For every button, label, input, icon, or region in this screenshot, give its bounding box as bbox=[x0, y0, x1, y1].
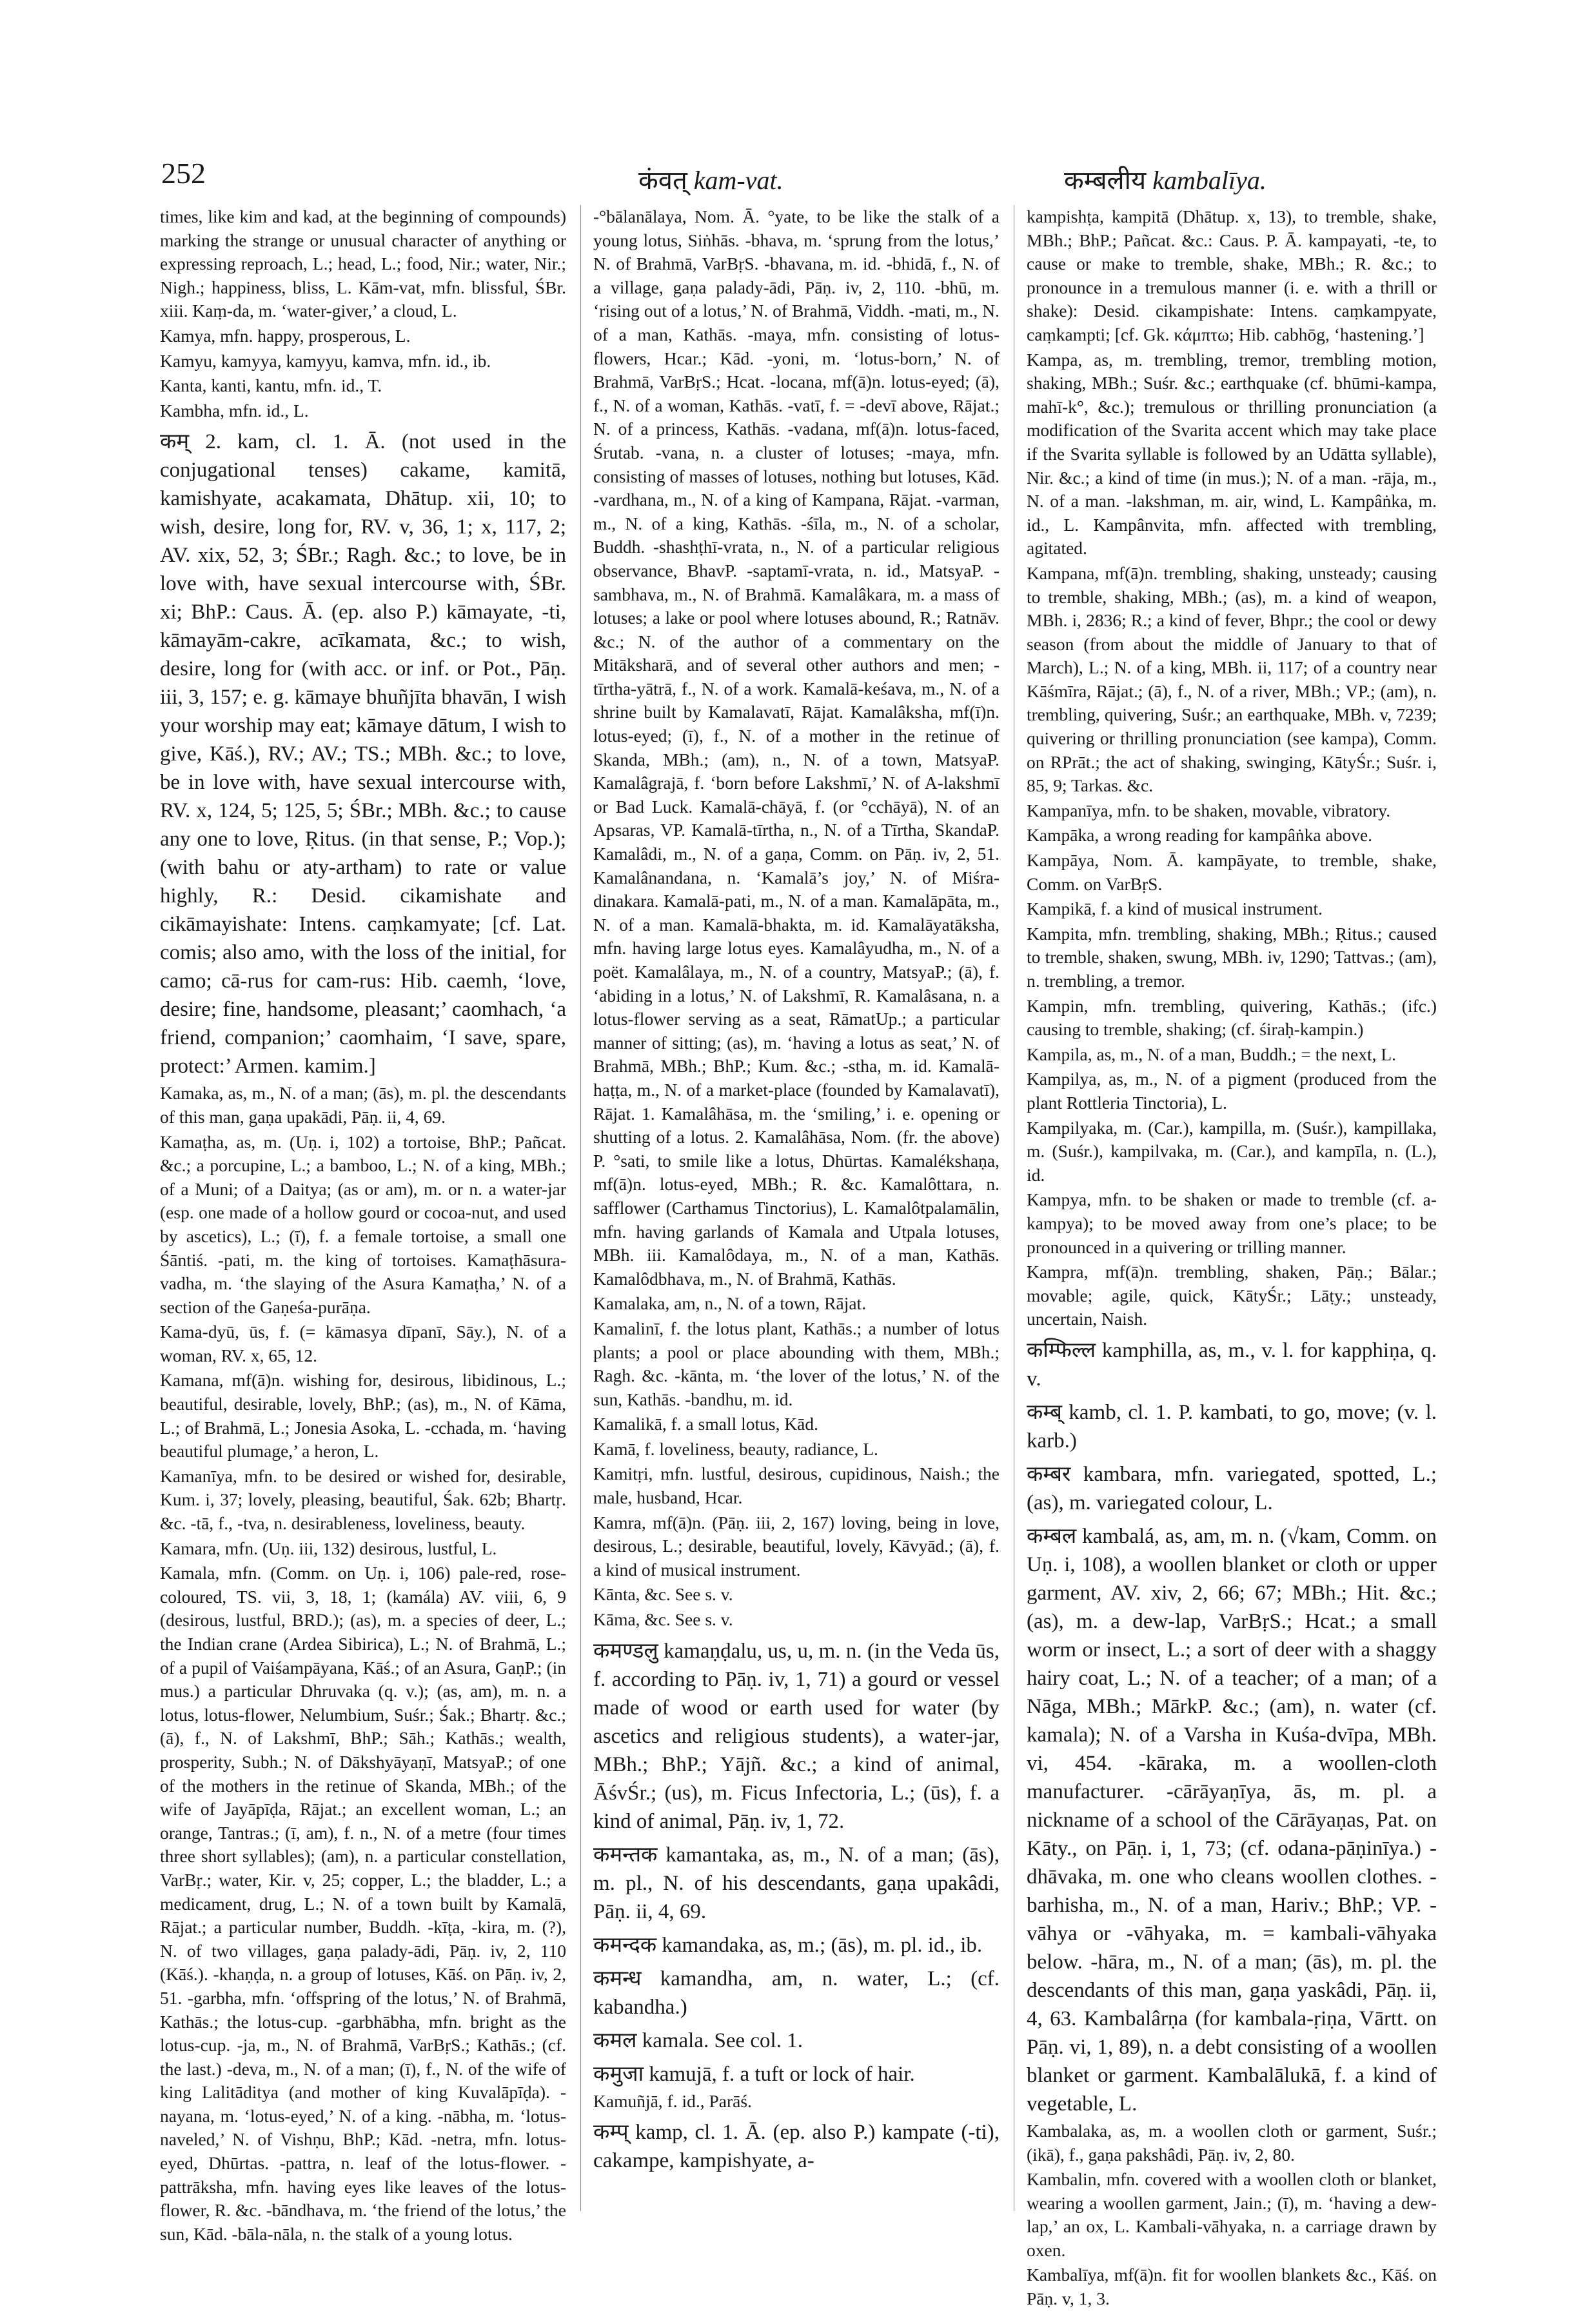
dictionary-entry: कमन्दक kamandaka, as, m.; (ās), m. pl. id., ib. bbox=[593, 1933, 983, 1957]
dictionary-column-1 bbox=[160, 205, 566, 2244]
dictionary-entry: कमल kamala. See col. 1. bbox=[593, 2028, 803, 2052]
dictionary-entry: कम्प् kamp, cl. 1. Ā. (ep. also P.) kampate (-ti), cakampe, kampishyate, a- bbox=[593, 2121, 1000, 2173]
dictionary-entry: Kamara, mfn. (Uṇ. iii, 132) desirous, lustful, L. bbox=[160, 1538, 497, 1558]
left-guide-devanagari: कंवत् bbox=[638, 166, 687, 195]
dictionary-entry: Kamaka, as, m., N. of a man; (ās), m. pl. the descendants of this man, gaṇa upakādi, Pāṇ. ii, 4, 69. bbox=[160, 1083, 566, 1127]
dictionary-entry: Kampya, mfn. to be shaken or made to tremble (cf. a-kampya); to be moved away from one’s place; to be pronounced in a quivering or trilling manner. bbox=[1027, 1189, 1437, 1257]
dictionary-entry: Kampin, mfn. trembling, quivering, Kathās.; (ifc.) causing to tremble, shaking; (cf. śiraḥ-kampin.) bbox=[1027, 995, 1437, 1040]
dictionary-entry: Kamuñjā, f. id., Parāś. bbox=[593, 2090, 752, 2111]
left-guide-roman: kam-vat. bbox=[693, 166, 783, 195]
dictionary-entry: Kamra, mf(ā)n. (Pāṇ. iii, 2, 167) loving, being in love, desirous, L.; desirable, beautiful, lovely, Kāvyād.; (ā), f. a kind of musical instrument. bbox=[593, 1512, 1000, 1580]
dictionary-entry: Kampanīya, mfn. to be shaken, movable, vibratory. bbox=[1027, 800, 1391, 820]
column-divider bbox=[580, 205, 581, 2211]
dictionary-entry: Kamā, f. loveliness, beauty, radiance, L. bbox=[593, 1438, 878, 1459]
dictionary-column-2 bbox=[593, 205, 1000, 2211]
dictionary-entry: कम्बर kambara, mfn. variegated, spotted, L.; (as), m. variegated colour, L. bbox=[1027, 1462, 1437, 1514]
right-guide-word bbox=[1064, 161, 1266, 197]
dictionary-entry: times, like kim and kad, at the beginning of compounds) marking the strange or unusual character of anything or expressing reproach, L.; head, L.; food, Nir.; water, Nir.; Nigh.; happiness, bliss, L. Kām-vat, mfn. blissful, ŚBr. xiii. Kaṃ-da, m. ‘water-giver,’ a cloud, L. bbox=[160, 206, 566, 321]
dictionary-entry: कमण्डलु kamaṇḍalu, us, u, m. n. (in the Veda ūs, f. according to Pāṇ. iv, 1, 71) a gourd or vessel made of wood or earth used for water (by ascetics and religious students), a water-jar, MBh.; BhP.; Yājñ. &c.; a kind of animal, ĀśvŚr.; (us), m. Ficus Infectoria, L.; (ūs), f. a kind of animal, Pāṇ. iv, 1, 72. bbox=[593, 1639, 1000, 1833]
dictionary-entry: कम् 2. kam, cl. 1. Ā. (not used in the conjugational tenses) cakame, kamitā, kamishyate, acakamata, Dhātup. xii, 10; to wish, desire, long for, RV. v, 36, 1; x, 117, 2; AV. xix, 52, 3; ŚBr.; Ragh. &c.; to love, be in love with, have sexual intercourse with, ŚBr. xi; BhP.: Caus. Ā. (ep. also P.) kāmayate, -ti, kāmayām-cakre, acīkamata, &c.; to wish, desire, long for (with acc. or inf. or Pot., Pāṇ. iii, 3, 157; e. g. kāmaye bhuñjīta bhavān, I wish your worship may eat; kāmaye dātum, I wish to give, Kāś.), RV.; AV.; TS.; MBh. &c.; to love, be in love with, have sexual intercourse with, RV. x, 124, 5; 125, 5; ŚBr.; MBh. &c.; to cause any one to love, Ṛitus. (in that sense, P.; Vop.); (with bahu or aty-artham) to rate or value highly, R.: Desid. cikamishate and cikāmayishate: Intens. caṃkamyate; [cf. Lat. comis; also amo, with the loss of the initial, for camo; cā-rus for cam-rus: Hib. caemh, ‘love, desire; fine, handsome, pleasant;’ caomhach, ‘a friend, companion;’ caomhaim, ‘I save, spare, protect:’ Armen. kamim.] bbox=[160, 430, 566, 1078]
dictionary-entry: -°bālanālaya, Nom. Ā. °yate, to be like the stalk of a young lotus, Siṅhās. -bhava, m. ‘sprung from the lotus,’ N. of Brahmā, VarBṛS. -bhavana, m. id. -bhidā, f., N. of a village, gaṇa palady-ādi, Pāṇ. iv, 2, 110. -bhū, m. ‘rising out of a lotus,’ N. of Brahmā, Viddh. -mati, m., N. of a man, Kathās. -maya, mfn. consisting of lotus-flowers, Hcar.; Kād. -yoni, m. ‘lotus-born,’ N. of Brahmā, VarBṛS.; Hcat. -locana, mf(ā)n. lotus-eyed; (ā), f., N. of a woman, Kathās. -vatī, f. = -devī above, Rājat.; N. of a princess, Kathās. -vadana, mf(ā)n. lotus-faced, Śrutab. -vana, n. a cluster of lotuses; -maya, mfn. consisting of masses of lotuses, nothing but lotuses, Kād. -vardhana, m., N. of a king of Kampana, Rājat. -varman, m., N. of a king, Kathās. -śīla, m., N. of a scholar, Buddh. -shashṭhī-vrata, n., N. of a particular religious observance, BhavP. -saptamī-vrata, n. id., MatsyaP. -sambhava, m., N. of Brahmā. Kamalâkara, m. a mass of lotuses; a lake or pool where lotuses abound, R.; Ratnāv. &c.; N. of the author of a commentary on the Mitāksharā, and of several other authors and men; -tīrtha-yātrā, f., N. of a work. Kamalā-keśava, m., N. of a shrine built by Kamalavatī, Rājat. Kamalâksha, mf(ī)n. lotus-eyed; (ī), f., N. of a mother in the retinue of Skanda, MBh.; (am), n., N. of a town, MatsyaP. Kamalâgrajā, f. ‘born before Lakshmī,’ N. of A-lakshmī or Bad Luck. Kamalā-chāyā, f. (or °cchāyā), N. of an Apsaras, VP. Kamalā-tīrtha, n., N. of a Tīrtha, SkandaP. Kamalâdi, m., N. of a gaṇa, Comm. on Pāṇ. iv, 2, 51. Kamalânandana, n. ‘Kamalā’s joy,’ N. of Miśra-dinakara. Kamalā-pati, m., N. of a man. Kamalāpāta, m., N. of a man. Kamalā-bhakta, m. id. Kamalāyatāksha, mfn. having large lotus eyes. Kamalâyudha, m., N. of a poët. Kamalâlaya, m., N. of a country, MatsyaP.; (ā), f. ‘abiding in a lotus,’ N. of Lakshmī, R. Kamalâsana, n. a lotus-flower serving as a seat, RāmatUp.; a particular manner of sitting; (as), m. ‘having a lotus as seat,’ N. of Brahmā, MBh.; BhP.; Kum. &c.; -stha, m. id. Kamalā-haṭṭa, m., N. of a market-place (founded by Kamalavatī), Rājat. 1. Kamalâhāsa, m. the ‘smiling,’ i. e. opening or shutting of a lotus. 2. Kamalâhāsa, Nom. (fr. the above) P. °sati, to smile like a lotus, Dhūrtas. Kamalékshaṇa, mf(ā)n. lotus-eyed, MBh.; R. &c. Kamalôttara, n. safflower (Carthamus Tinctorius), L. Kamalôtpalamālin, mfn. having garlands of Kamala and Utpala lotuses, MBh. iii. Kamalôdaya, m., N. of a man, Kathās. Kamalôdbhava, m., N. of Brahmā, Kathās. bbox=[593, 206, 1000, 1289]
dictionary-entry: Kampilya, as, m., N. of a pigment (produced from the plant Rottleria Tinctoria), L. bbox=[1027, 1069, 1437, 1113]
page-header bbox=[161, 156, 1425, 201]
dictionary-entry: कमुजा kamujā, f. a tuft or lock of hair. bbox=[593, 2062, 915, 2086]
dictionary-entry: Kampita, mfn. trembling, shaking, MBh.; Ṛitus.; caused to tremble, shaken, swung, MBh. iv, 1290; Tattvas.; (am), n. trembling, a tremor. bbox=[1027, 923, 1437, 991]
dictionary-entry: Kambha, mfn. id., L. bbox=[160, 400, 309, 421]
dictionary-entry: Kamyu, kamyya, kamyyu, kamva, mfn. id., ib. bbox=[160, 350, 491, 371]
dictionary-entry: Kamaṭha, as, m. (Uṇ. i, 102) a tortoise, BhP.; Pañcat. &c.; a porcupine, L.; a bamboo, L.; N. of a king, MBh.; of a Muni; of a Daitya; (as or am), m. or n. a water-jar (esp. one made of a hollow gourd or cocoa-nut, and used by ascetics), L.; (ī), f. a female tortoise, a small one Śāntiś. -pati, m. the king of tortoises. Kamaṭhāsura-vadha, m. ‘the slaying of the Asura Kamaṭha,’ N. of a section of the Gaṇeśa-purāṇa. bbox=[160, 1131, 566, 1317]
dictionary-entry: Kambalīya, mf(ā)n. fit for woollen blankets &c., Kāś. on Pāṇ. v, 1, 3. bbox=[1027, 2265, 1437, 2309]
dictionary-entry: Kamalinī, f. the lotus plant, Kathās.; a number of lotus plants; a pool or place abounding with them, MBh.; Ragh. &c. -kānta, m. ‘the lover of the lotus,’ N. of the sun, Kathās. -bandhu, m. id. bbox=[593, 1318, 1000, 1409]
right-guide-roman: kambalīya. bbox=[1152, 166, 1266, 195]
left-guide-word bbox=[638, 161, 783, 197]
dictionary-entry: Kampilyaka, m. (Car.), kampilla, m. (Suśr.), kampillaka, m. (Suśr.), kampilvaka, m. (Car.), and kampīla, n. (L.), id. bbox=[1027, 1117, 1437, 1185]
dictionary-entry: Kambalaka, as, m. a woollen cloth or garment, Suśr.; (ikā), f., gaṇa pakshâdi, Pāṇ. iv, 2, 80. bbox=[1027, 2120, 1437, 2165]
dictionary-entry: कम्ब् kamb, cl. 1. P. kambati, to go, move; (v. l. karb.) bbox=[1027, 1400, 1437, 1453]
dictionary-column-3 bbox=[1027, 205, 1437, 2309]
dictionary-entry: Kāma, &c. See s. v. bbox=[593, 1609, 733, 1630]
dictionary-entry: Kamalaka, am, n., N. of a town, Rājat. bbox=[593, 1293, 867, 1314]
dictionary-entry: Kampikā, f. a kind of musical instrument. bbox=[1027, 898, 1323, 919]
dictionary-entry: Kamana, mf(ā)n. wishing for, desirous, libidinous, L.; beautiful, desirable, lovely, BhP.; (as), m., N. of Kāma, L.; of Brahmā, L.; Jonesia Asoka, L. -cchada, m. ‘having beautiful plumage,’ a heron, L. bbox=[160, 1370, 566, 1462]
dictionary-entry: Kampila, as, m., N. of a man, Buddh.; = the next, L. bbox=[1027, 1044, 1397, 1064]
dictionary-entry: कमन्तक kamantaka, as, m., N. of a man; (ās), m. pl., N. of his descendants, gaṇa upakâdi, Pāṇ. ii, 4, 69. bbox=[593, 1843, 1000, 1923]
dictionary-entry: Kambalin, mfn. covered with a woollen cloth or blanket, wearing a woollen garment, Jain.; (ī), m. ‘having a dew-lap,’ an ox, L. Kambali-vāhyaka, n. a carriage drawn by oxen. bbox=[1027, 2169, 1437, 2260]
dictionary-entry: Kamitṛi, mfn. lustful, desirous, cupidinous, Naish.; the male, husband, Hcar. bbox=[593, 1463, 1000, 1508]
dictionary-entry: Kamanīya, mfn. to be desired or wished for, desirable, Kum. i, 37; lovely, pleasing, beautiful, Śak. 62b; Bhartṛ. &c. -tā, f., -tva, n. desirableness, loveliness, beauty. bbox=[160, 1465, 566, 1534]
dictionary-entry: Kamya, mfn. happy, prosperous, L. bbox=[160, 325, 411, 346]
dictionary-entry: कम्फिल्ल kamphilla, as, m., v. l. for kapphiṇa, q. v. bbox=[1027, 1338, 1437, 1391]
dictionary-entry: Kanta, kanti, kantu, mfn. id., T. bbox=[160, 375, 382, 396]
page-number: 252 bbox=[161, 157, 206, 190]
dictionary-entry: Kānta, &c. See s. v. bbox=[593, 1584, 733, 1605]
dictionary-entry: Kampana, mf(ā)n. trembling, shaking, unsteady; causing to tremble, shaking, MBh.; (as), m. a kind of weapon, MBh. i, 2836; R.; a kind of fever, Bhpr.; the cool or dewy season (from about the middle of January to that of March), L.; N. of a king, MBh. ii, 117; of a country near Kāśmīra, Rājat.; (ā), f., N. of a river, MBh.; VP.; (am), n. trembling, quivering, Suśr.; an earthquake, MBh. v, 7239; quivering or thrilling pronunciation (see kampa), Comm. on RPrāt.; the act of shaking, swinging, KātyŚr.; Suśr. i, 85, 9; Tarkas. &c. bbox=[1027, 562, 1437, 796]
dictionary-entry: कमन्ध kamandha, am, n. water, L.; (cf. kabandha.) bbox=[593, 1967, 1000, 2019]
dictionary-entry: Kampra, mf(ā)n. trembling, shaken, Pāṇ.; Bālar.; movable; agile, quick, KātyŚr.; Lāṭy.; unsteady, uncertain, Naish. bbox=[1027, 1262, 1437, 1329]
dictionary-entry: Kampa, as, m. trembling, tremor, trembling motion, shaking, MBh.; Suśr. &c.; earthquake (cf. bhūmi-kampa, mahī-k°, &c.); tremulous or thrilling pronunciation (a modification of the Svarita accent which may take place if the Svarita syllable is followed by an Udātta syllable), Nir. &c.; a kind of time (in mus.); N. of a man. -rāja, m., N. of a man. -lakshman, m. air, wind, L. Kampâṅka, m. id., L. Kampânvita, mfn. affected with trembling, agitated. bbox=[1027, 349, 1437, 559]
dictionary-entry: Kama-dyū, ūs, f. (= kāmasya dīpanī, Sāy.), N. of a woman, RV. x, 65, 12. bbox=[160, 1322, 566, 1365]
right-guide-devanagari: कम्बलीय bbox=[1064, 166, 1147, 195]
dictionary-entry: kampishṭa, kampitā (Dhātup. x, 13), to tremble, shake, MBh.; BhP.; Pañcat. &c.: Caus. P. Ā. kampayati, -te, to cause or make to tremble, shake, MBh.; R. &c.; to pronounce in a tremulous manner (i. e. with a thrill or shake): Desid. cikampishate: Intens. caṃkampyate, caṃkampti; [cf. Gk. κάμπτω; Hib. cabhōg, ‘hastening.’] bbox=[1027, 206, 1437, 344]
dictionary-entry: Kampāka, a wrong reading for kampâṅka above. bbox=[1027, 825, 1373, 846]
dictionary-entry: Kamalikā, f. a small lotus, Kād. bbox=[593, 1414, 819, 1434]
dictionary-entry: Kampāya, Nom. Ā. kampāyate, to tremble, shake, Comm. on VarBṛS. bbox=[1027, 850, 1437, 894]
dictionary-entry: कम्बल kambalá, as, am, m. n. (√kam, Comm. on Uṇ. i, 108), a woollen blanket or cloth or upper garment, AV. xiv, 2, 66; 67; MBh.; Hit. &c.; (as), m. a dew-lap, VarBṛS.; Hcat.; a small worm or insect, L.; a sort of deer with a shaggy hairy coat, L.; N. of a teacher; of a man; of a Nāga, MBh.; MārkP. &c.; (am), n. water (cf. kamala); N. of a Varsha in Kuśa-dvīpa, MBh. vi, 454. -kāraka, m. a woollen-cloth manufacturer. -cārāyaṇīya, ās, m. pl. a nickname of a school of the Cārāyaṇas, Pat. on Kāty., on Pāṇ. i, 1, 73; (cf. odana-pāṇinīya.) -dhāvaka, m. one who cleans woollen clothes. -barhisha, m., N. of a man, Hariv.; BhP.; VP. -vāhya or -vāhyaka, m. = kambali-vāhyaka below. -hāra, m., N. of a man; (ās), m. pl. the descendants of this man, gaṇa yaskâdi, Pāṇ. ii, 4, 63. Kambalârṇa (for kambala-ṛiṇa, Vārtt. on Pāṇ. vi, 1, 89), n. a debt consisting of a woollen blanket or garment. Kambalālukā, f. a kind of vegetable, L. bbox=[1027, 1524, 1437, 2116]
dictionary-entry: Kamala, mfn. (Comm. on Uṇ. i, 106) pale-red, rose-coloured, TS. vii, 3, 18, 1; (kamála) AV. viii, 6, 9 (desirous, lustful, BRD.); (as), m. a species of deer, L.; the Indian crane (Ardea Sibirica), L.; N. of Brahmā, L.; of a pupil of Vaiśampāyana, Kāś.; of an Asura, GaṇP.; (in mus.) a particular Dhruvaka (q. v.); (as, am), m. n. a lotus, lotus-flower, Nelumbium, Suśr.; Śak.; Bhartṛ. &c.; (ā), f., N. of Lakshmī, BhP.; Sāh.; Kathās.; wealth, prosperity, Subh.; N. of Dākshyāyaṇī, MatsyaP.; of one of the mothers in the retinue of Skanda, MBh.; of the wife of Jayāpīḍa, Rājat.; an excellent woman, L.; an orange, Tantras.; (ī, am), f. n., N. of a metre (four times three short syllables); (am), n. a particular constellation, VarBṛ.; water, Kir. v, 25; copper, L.; the bladder, L.; a medicament, drug, L.; N. of a town built by Kamalā, Rājat.; a particular number, Buddh. -kīṭa, -kira, m. (?), N. of two villages, gaṇa palady-ādi, Pāṇ. iv, 2, 110 (Kāś.). -khaṇḍa, n. a group of lotuses, Kāś. on Pāṇ. iv, 2, 51. -garbha, mfn. ‘offspring of the lotus,’ N. of Brahmā, Kathās.; the lotus-cup. -garbhābha, mfn. bright as the lotus-cup. -ja, m., N. of Brahmā, VarBṛS.; Kathās.; (cf. the last.) -deva, m., N. of a man; (ī), f., N. of the wife of king Lalitāditya (and mother of king Kuvalāpīḍa). -nayana, m. ‘lotus-eyed,’ N. of a king. -nābha, m. ‘lotus-naveled,’ N. of Vishṇu, BhP.; Kād. -netra, mfn. lotus-eyed, Dhūrtas. -pattra, n. leaf of the lotus-flower. -pattrāksha, mfn. having eyes like leaves of the lotus-flower, R. &c. -bāndhava, m. ‘the friend of the lotus,’ the sun, Kād. -bāla-nāla, n. the stalk of a young lotus. bbox=[160, 1563, 566, 2244]
